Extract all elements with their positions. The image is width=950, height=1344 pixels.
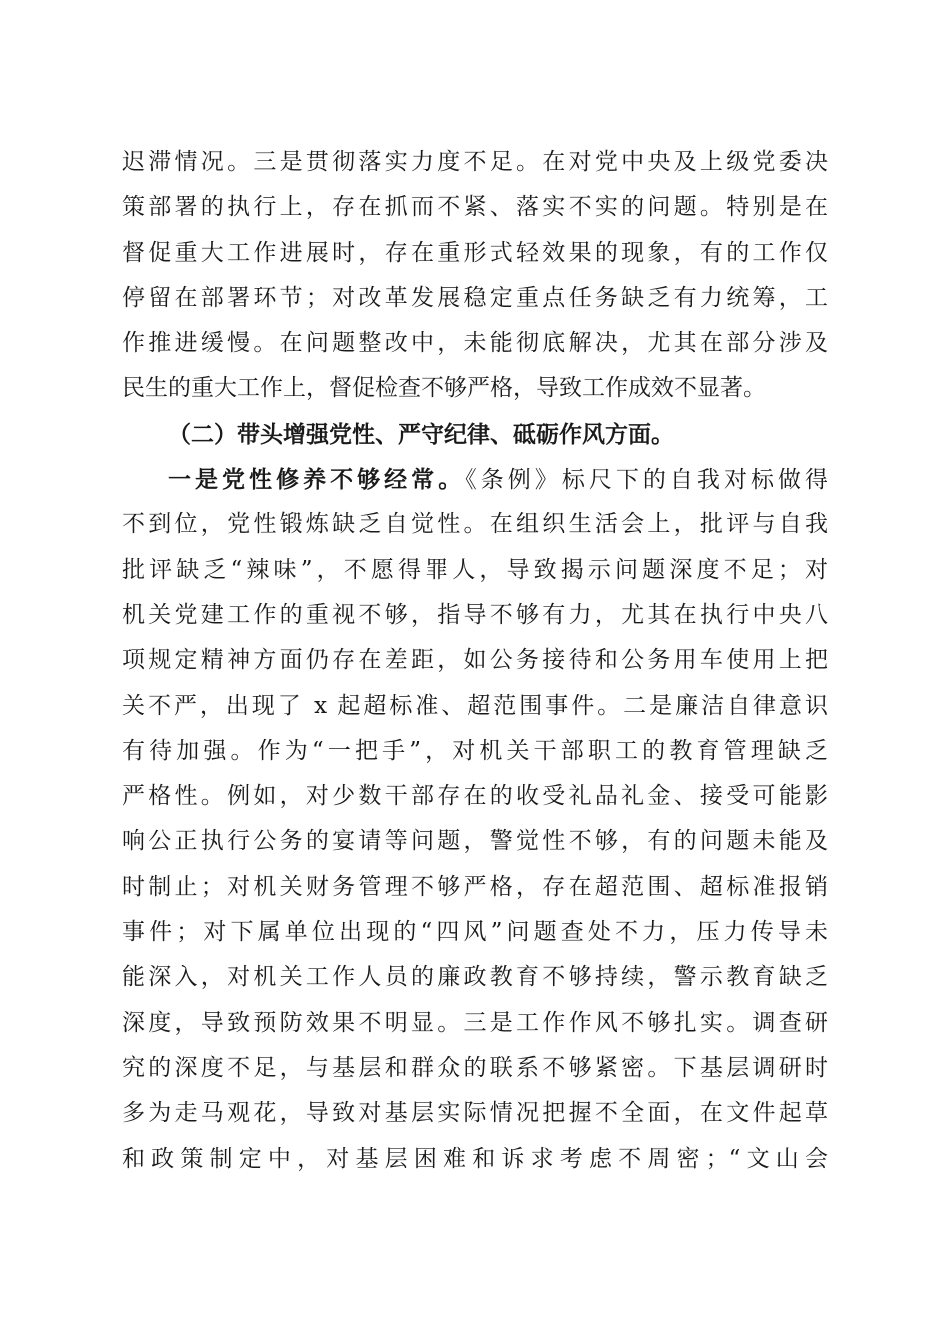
text-line: 响公正执行公务的宴请等问题，警觉性不够，有的问题未能及 <box>122 828 828 855</box>
text-line: 时制止；对机关财务管理不够严格，存在超范围、超标准报销 <box>122 873 828 900</box>
text-line: 多为走马观花，导致对基层实际情况把握不全面，在文件起草 <box>122 1100 828 1127</box>
text-line: 督促重大工作进展时，存在重形式轻效果的现象，有的工作仅 <box>122 239 828 266</box>
paragraph-first-line <box>122 457 828 502</box>
text-line: 深度，导致预防效果不明显。三是工作作风不够扎实。调查研 <box>122 1009 828 1036</box>
text-line: 有待加强。作为“一把手”，对机关干部职工的教育管理缺乏 <box>122 737 828 764</box>
text-line: 迟滞情况。三是贯彻落实力度不足。在对党中央及上级党委决 <box>122 149 828 175</box>
text-line: 能深入，对机关工作人员的廉政教育不够持续，警示教育缺乏 <box>122 964 828 991</box>
text-line: 机关党建工作的重视不够，指导不够有力，尤其在执行中央八 <box>122 601 828 628</box>
text-line: 项规定精神方面仍存在差距，如公务接待和公务用车使用上把 <box>122 647 828 674</box>
text-line: 策部署的执行上，存在抓而不紧、落实不实的问题。特别是在 <box>122 194 828 221</box>
paragraph-first-line-rest: 《条例》标尺下的自我对标做得 <box>465 467 828 494</box>
point-one-title: 一是党性修养不够经常。 <box>168 466 466 494</box>
text-line: 不到位，党性锻炼缺乏自觉性。在组织生活会上，批评与自我 <box>122 511 828 538</box>
document-body <box>122 140 828 1182</box>
text-line: 关不严，出现了 x 起超标准、超范围事件。二是廉洁自律意识 <box>122 692 828 719</box>
text-line: 停留在部署环节；对改革发展稳定重点任务缺乏有力统筹，工 <box>122 284 828 311</box>
section-heading: （二）带头增强党性、严守纪律、砥砺作风方面。 <box>168 420 674 448</box>
text-line: 作推进缓慢。在问题整改中，未能彻底解决，尤其在部分涉及 <box>122 330 828 357</box>
text-line: 民生的重大工作上，督促检查不够严格，导致工作成效不显著。 <box>122 375 766 402</box>
text-line: 事件；对下属单位出现的“四风”问题查处不力，压力传导未 <box>122 919 828 946</box>
text-line: 批评缺乏“辣味”，不愿得罪人，导致揭示问题深度不足；对 <box>122 556 828 583</box>
text-line: 严格性。例如，对少数干部存在的收受礼品礼金、接受可能影 <box>122 783 828 810</box>
text-line: 究的深度不足，与基层和群众的联系不够紧密。下基层调研时 <box>122 1054 828 1081</box>
text-line: 和政策制定中，对基层困难和诉求考虑不周密；“文山会 <box>122 1145 828 1172</box>
